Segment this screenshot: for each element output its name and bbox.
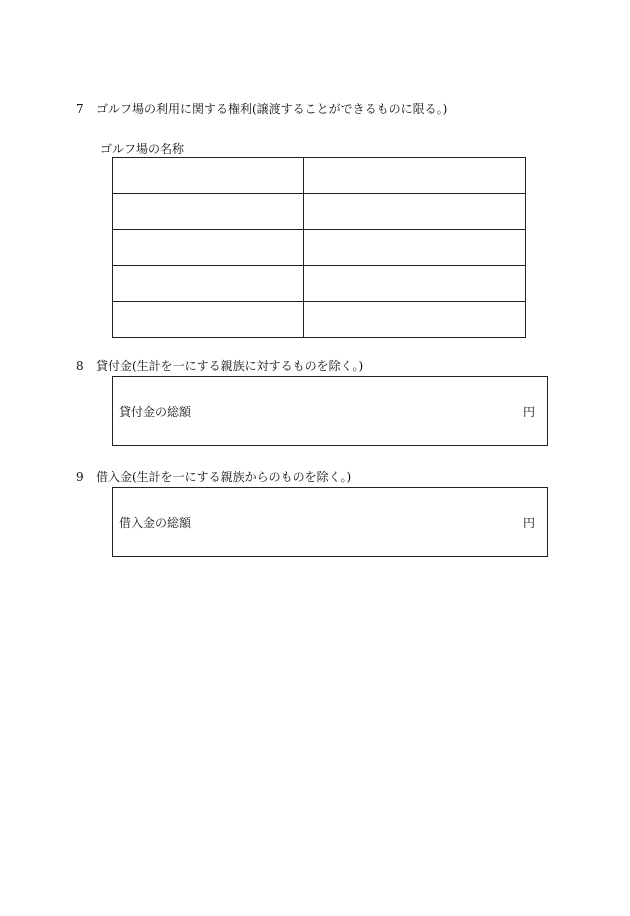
- table-row: [113, 230, 526, 266]
- golf-course-detail-cell[interactable]: [304, 158, 526, 194]
- borrowings-total-field[interactable]: [112, 487, 548, 557]
- table-row: [113, 194, 526, 230]
- golf-course-detail-cell[interactable]: [304, 266, 526, 302]
- section-9-heading: [76, 470, 351, 484]
- yen-unit: 円: [522, 405, 535, 419]
- golf-course-table: [112, 157, 526, 338]
- section-7-title: ゴルフ場の利用に関する権利(譲渡することができるものに限る。): [96, 102, 448, 116]
- golf-course-name-cell[interactable]: [113, 302, 304, 338]
- golf-course-name-cell[interactable]: [113, 158, 304, 194]
- table-row: [113, 266, 526, 302]
- section-8-number: 8: [76, 359, 84, 373]
- section-7-heading: [76, 102, 447, 116]
- section-9-number: 9: [76, 470, 84, 484]
- table-row: [113, 302, 526, 338]
- loans-receivable-total-label: 貸付金の総額: [119, 405, 192, 419]
- yen-unit: 円: [522, 516, 535, 530]
- golf-course-detail-cell[interactable]: [304, 302, 526, 338]
- table-row: [113, 158, 526, 194]
- golf-course-name-cell[interactable]: [113, 230, 304, 266]
- golf-course-detail-cell[interactable]: [304, 230, 526, 266]
- golf-course-name-cell[interactable]: [113, 266, 304, 302]
- golf-course-name-caption: ゴルフ場の名称: [100, 142, 185, 156]
- loans-receivable-total-field[interactable]: [112, 376, 548, 446]
- section-8-title: 貸付金(生計を一にする親族に対するものを除く。): [96, 359, 364, 373]
- golf-course-name-cell[interactable]: [113, 194, 304, 230]
- golf-course-detail-cell[interactable]: [304, 194, 526, 230]
- section-8-heading: [76, 359, 363, 373]
- section-7-number: 7: [76, 102, 84, 116]
- borrowings-total-label: 借入金の総額: [119, 516, 192, 530]
- section-9-title: 借入金(生計を一にする親族からのものを除く。): [96, 470, 352, 484]
